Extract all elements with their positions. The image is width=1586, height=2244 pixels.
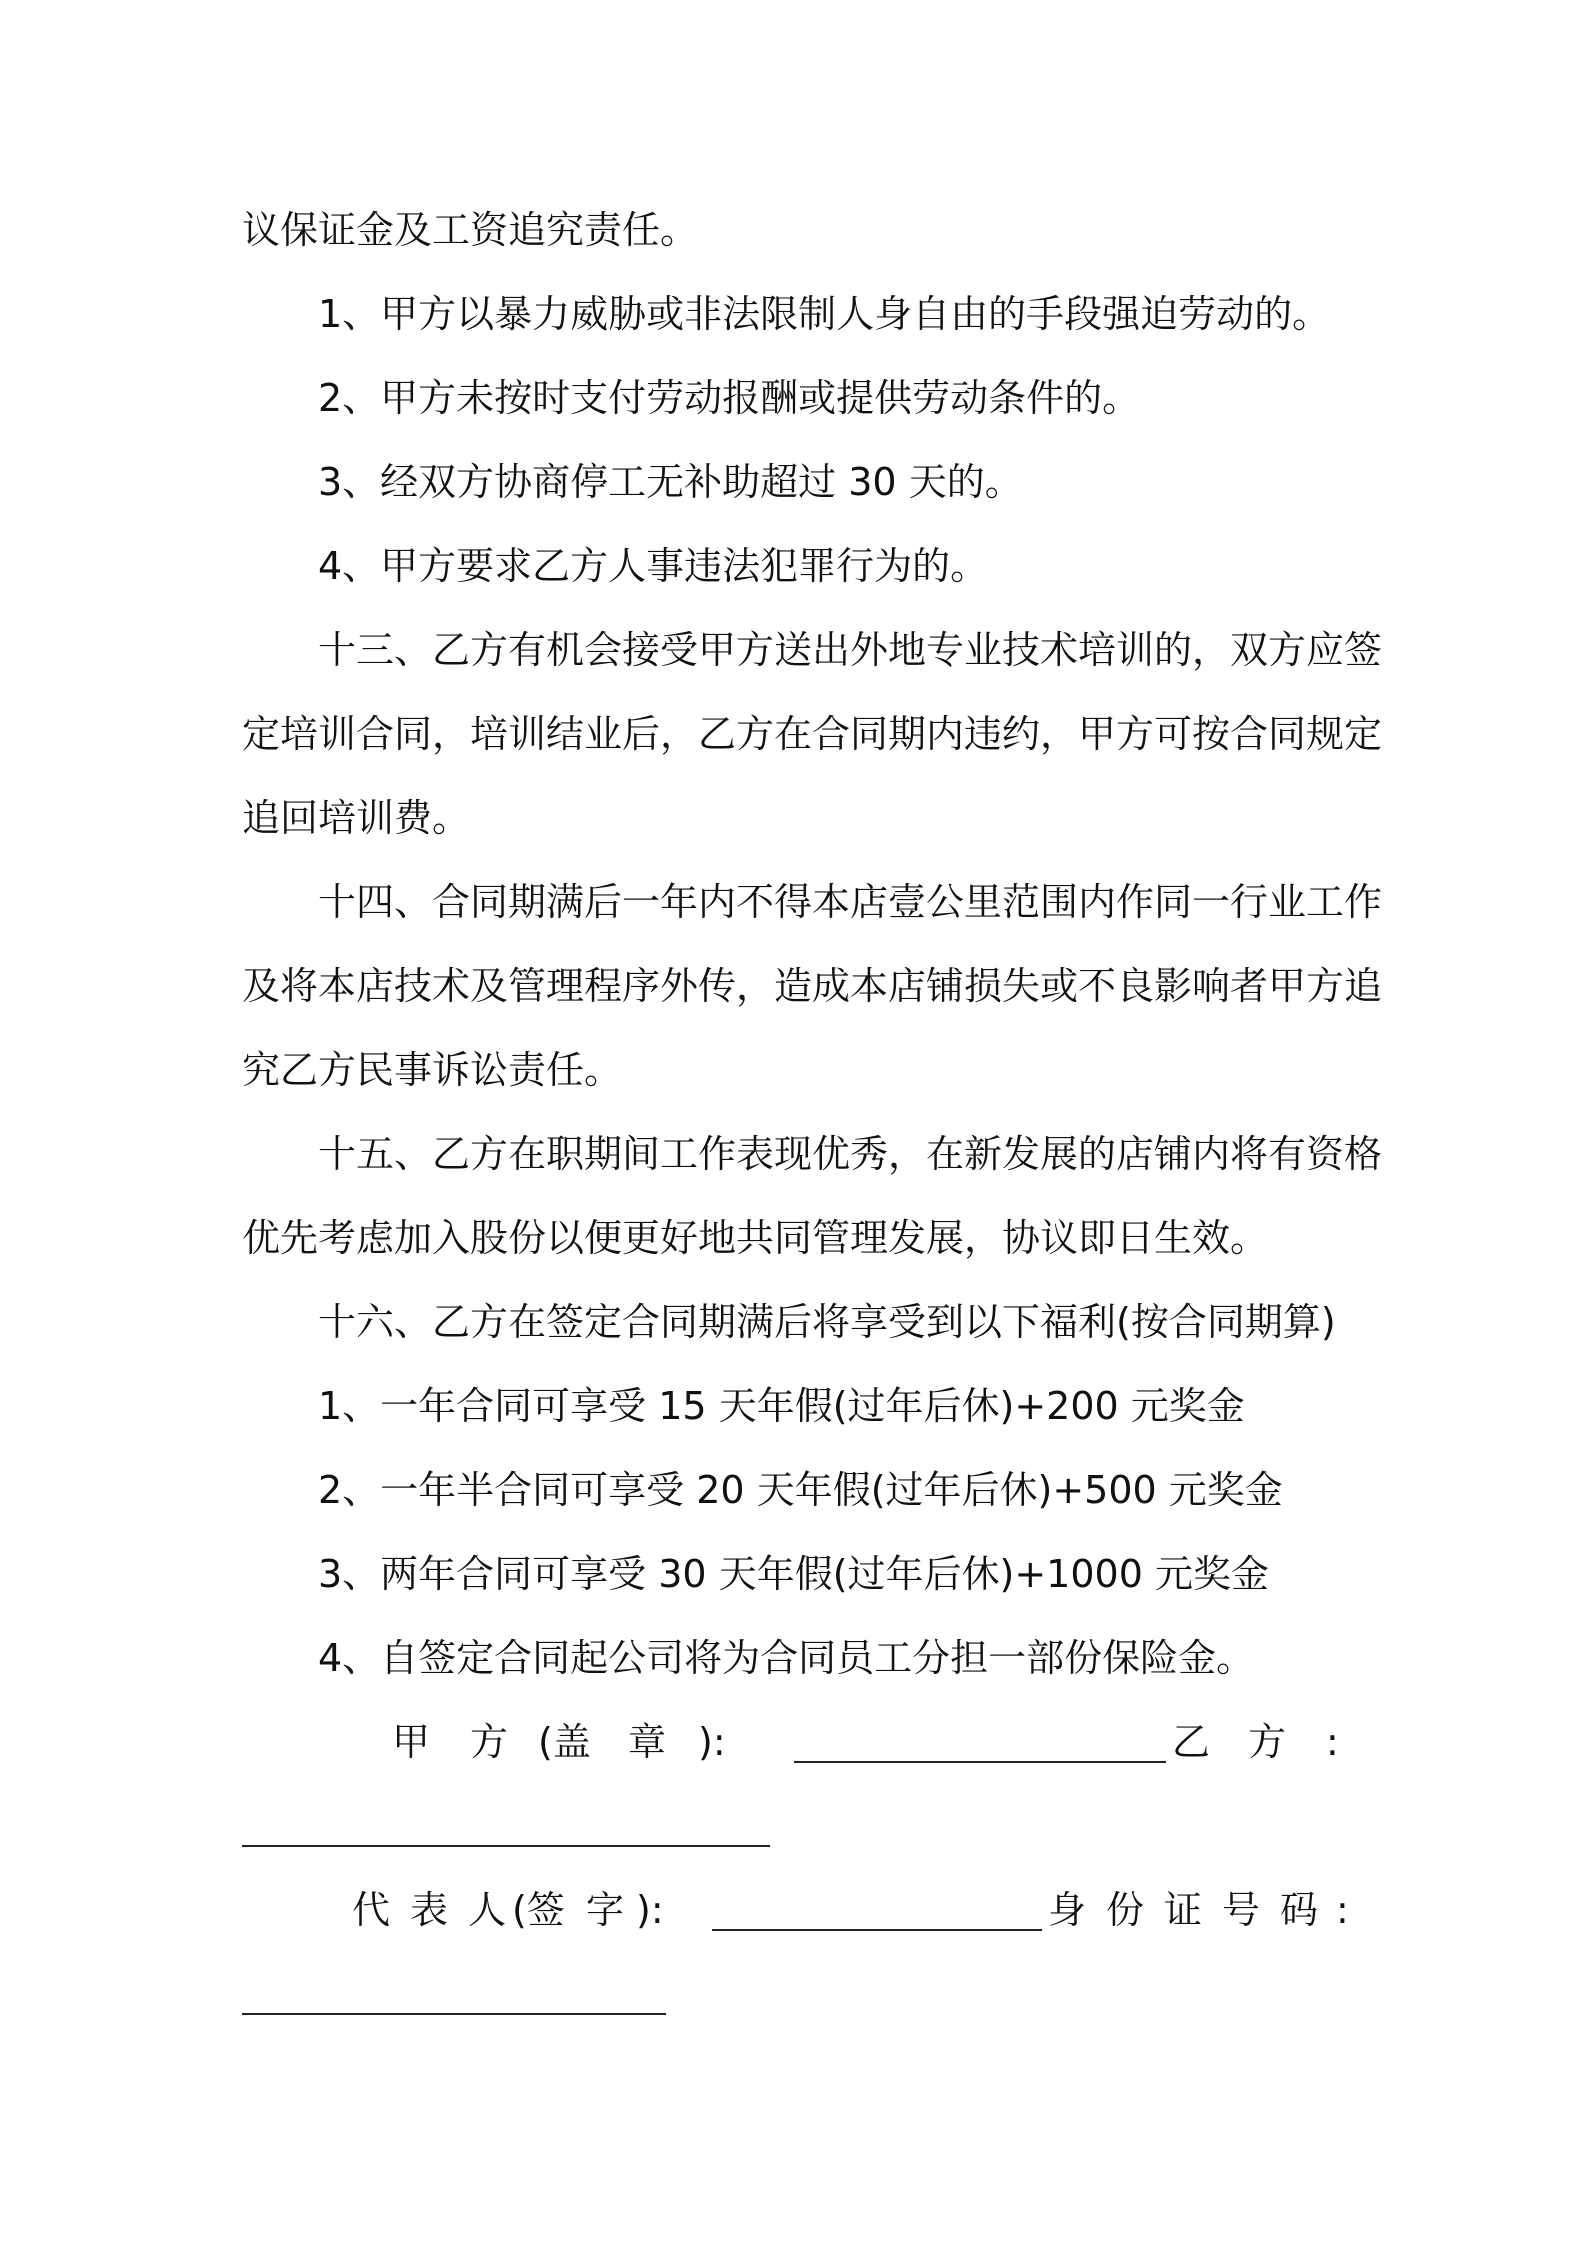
clause-13-line-3: 追回培训费。 xyxy=(242,796,471,840)
clause-13-line-1: 十三、乙方有机会接受甲方送出外地专业技术培训的，双方应签 xyxy=(318,628,1383,672)
representative-label-char: ): xyxy=(636,1888,664,1932)
clause-14-line-1: 十四、合同期满后一年内不得本店壹公里范围内作同一行业工作 xyxy=(318,880,1383,924)
signature-row-representative xyxy=(242,1887,1360,1933)
party-a-label-char: 章 xyxy=(628,1720,667,1764)
id-number-label-char: 份 xyxy=(1106,1888,1145,1932)
party-a-label-char: (盖 xyxy=(538,1720,591,1764)
party-a-label-char: 甲 xyxy=(392,1720,431,1764)
party-a-seal-field xyxy=(794,1761,1166,1763)
clause-14-line-2: 及将本店技术及管理程序外传，造成本店铺损失或不良影响者甲方追 xyxy=(242,964,1383,1008)
list-item: 2、甲方未按时支付劳动报酬或提供劳动条件的。 xyxy=(318,376,1141,420)
id-number-label-char: 号 xyxy=(1222,1888,1261,1932)
list-item: 4、自签定合同起公司将为合同员工分担一部份保险金。 xyxy=(318,1636,1255,1680)
representative-label-char: 字 xyxy=(586,1888,625,1932)
representative-label-char: (签 xyxy=(512,1888,565,1932)
clause-14-line-3: 究乙方民事诉讼责任。 xyxy=(242,1048,623,1092)
clause-15-line-2: 优先考虑加入股份以便更好地共同管理发展，协议即日生效。 xyxy=(242,1216,1269,1260)
id-number-label-char: 证 xyxy=(1164,1888,1203,1932)
text-line: 议保证金及工资追究责任。 xyxy=(242,208,699,252)
list-item: 1、一年合同可享受 15 天年假(过年后休)+200 元奖金 xyxy=(318,1384,1245,1428)
list-item: 3、两年合同可享受 30 天年假(过年后休)+1000 元奖金 xyxy=(318,1552,1269,1596)
id-number-label-char: 码 xyxy=(1280,1888,1319,1932)
party-a-label-char: 方 xyxy=(470,1720,509,1764)
list-item: 4、甲方要求乙方人事违法犯罪行为的。 xyxy=(318,544,989,588)
representative-label-char: 人 xyxy=(468,1888,507,1932)
clause-13-line-2: 定培训合同，培训结业后，乙方在合同期内违约，甲方可按合同规定 xyxy=(242,712,1383,756)
signature-row-parties xyxy=(242,1719,1360,1765)
party-b-signature-field xyxy=(242,1845,770,1847)
party-b-label-char: 方 xyxy=(1248,1720,1287,1764)
representative-label-char: 代 xyxy=(352,1888,391,1932)
party-b-label-char: 乙 xyxy=(1172,1720,1211,1764)
party-a-label-char: ): xyxy=(698,1720,726,1764)
clause-15-line-1: 十五、乙方在职期间工作表现优秀，在新发展的店铺内将有资格 xyxy=(318,1132,1383,1176)
list-item: 1、甲方以暴力威胁或非法限制人身自由的手段强迫劳动的。 xyxy=(318,292,1331,336)
id-number-label-char: : xyxy=(1336,1888,1349,1932)
clause-16-heading: 十六、乙方在签定合同期满后将享受到以下福利(按合同期算) xyxy=(318,1300,1336,1344)
representative-signature-field xyxy=(712,1929,1042,1931)
list-item: 3、经双方协商停工无补助超过 30 天的。 xyxy=(318,460,1023,504)
id-number-field xyxy=(242,2013,666,2015)
party-b-label-char: : xyxy=(1326,1720,1339,1764)
representative-label-char: 表 xyxy=(410,1888,449,1932)
list-item: 2、一年半合同可享受 20 天年假(过年后休)+500 元奖金 xyxy=(318,1468,1283,1512)
id-number-label-char: 身 xyxy=(1048,1888,1087,1932)
